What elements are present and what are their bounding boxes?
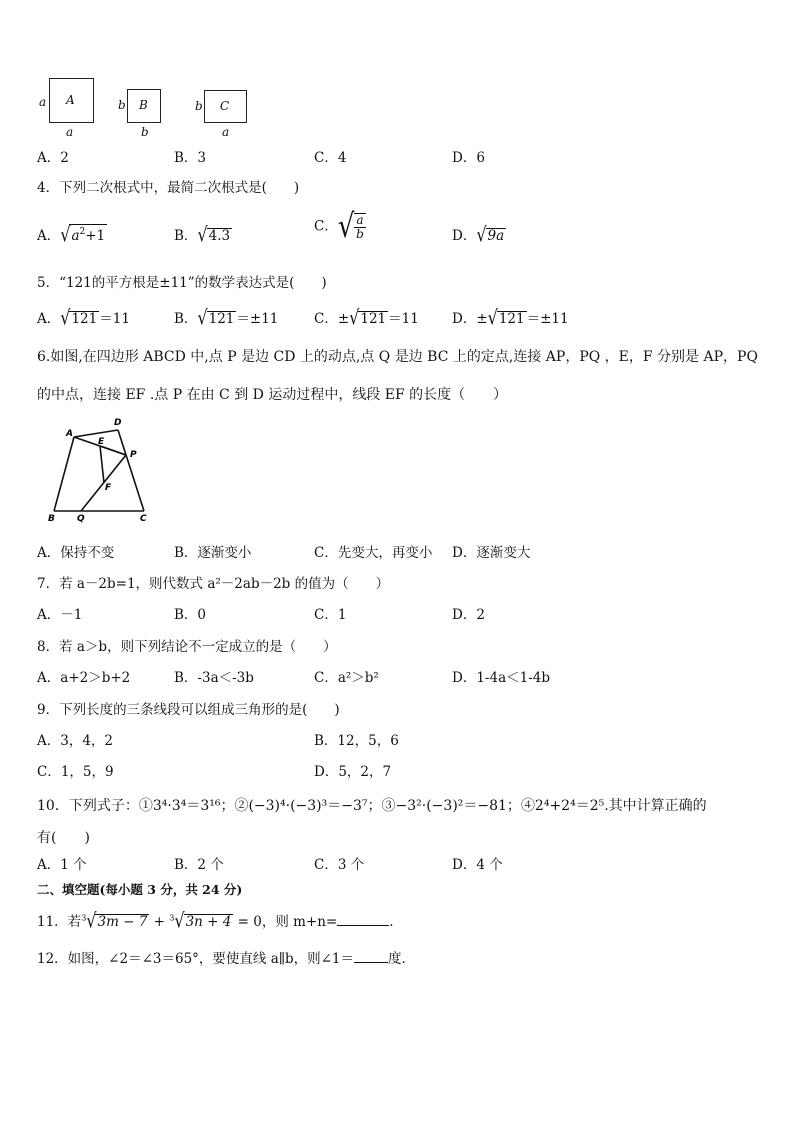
q10-option-c: C．3 个 xyxy=(314,857,365,873)
q4-c-prefix: C． xyxy=(314,218,338,235)
q4-c-num: a xyxy=(356,213,364,227)
q4-option-c: C．√ $\frac{a}{b}$ xyxy=(314,208,364,246)
q5-d-prefix: D．± xyxy=(452,311,488,327)
q8-option-a: A．a+2＞b+2 xyxy=(37,670,131,686)
q6-option-c: C．先变大，再变小 xyxy=(314,545,433,561)
q11-index-1: 3 xyxy=(81,913,87,923)
q5-a-rad: 121 xyxy=(71,311,98,327)
q8-stem: 8．若 a＞b，则下列结论不一定成立的是（ ） xyxy=(37,639,337,655)
q5-b-rad: 121 xyxy=(208,311,235,327)
q5-option-d: D．±√121 ＝±11 xyxy=(452,305,569,330)
q11-end: . xyxy=(389,914,394,930)
q4-b-prefix: B． xyxy=(174,228,198,244)
q5-c-prefix: C．± xyxy=(314,311,350,327)
q5-stem: 5．“121的平方根是±11”的数学表达式是( ) xyxy=(37,275,327,291)
q5-a-prefix: A． xyxy=(37,311,61,327)
q12-text: 12．如图，∠2＝∠3＝65°，要使直线 a∥b，则∠1＝ xyxy=(37,951,355,967)
q10-expr-3: ③−3²·(−3)²＝−81； xyxy=(381,798,521,814)
q5-option-b: B．√121 ＝±11 xyxy=(174,305,279,330)
rect-c-side-label: b xyxy=(195,99,203,113)
square-a-bottom-label: a xyxy=(66,125,74,139)
q10-suffix: .其中计算正确的 xyxy=(604,798,707,814)
q6-stem-line1: 6.如图,在四边形 ABCD 中,点 P 是边 CD 上的动点,点 Q 是边 BC 上的定点,连接 AP，PQ ，E，F 分别是 AP，PQ xyxy=(37,349,758,365)
edge-ab xyxy=(54,437,74,511)
q10-option-d: D．4 个 xyxy=(452,857,503,873)
q6-stem-line2: 的中点，连接 EF .点 P 在由 C 到 D 运动过程中，线段 EF 的长度（ ） xyxy=(37,387,508,403)
q9-stem: 9．下列长度的三条线段可以组成三角形的是( ) xyxy=(37,702,340,718)
rect-c-label: C xyxy=(220,99,230,113)
q5-c-tail: ＝11 xyxy=(388,311,419,327)
q10-stem-line1 xyxy=(37,795,707,815)
q10-option-b: B．2 个 xyxy=(174,857,224,873)
edge-ad xyxy=(74,430,118,437)
q3-option-d: D．6 xyxy=(452,150,485,166)
q12-end: 度. xyxy=(388,951,406,967)
label-a: A xyxy=(66,429,73,439)
q4-option-a: A．$√a^2+1$ xyxy=(37,222,106,247)
q5-c-rad: 121 xyxy=(360,311,387,327)
q10-option-a: A．1 个 xyxy=(37,857,87,873)
segment-ef xyxy=(100,446,104,483)
q4-a-sup: 2 xyxy=(79,227,86,237)
q8-option-b: B．-3a＜-3b xyxy=(174,670,254,686)
quadrilateral-figure xyxy=(40,412,160,524)
q4-b-rad: 4.3 xyxy=(208,228,231,244)
q10-expr-2: ②(−3)⁴·(−3)³＝−3⁷； xyxy=(234,798,382,814)
q3-option-b: B．3 xyxy=(174,150,207,166)
section-heading-fill-in: 二、填空题(每小题 3 分，共 24 分) xyxy=(37,882,243,897)
q6-option-a: A．保持不变 xyxy=(37,545,115,561)
q11-rad-2: 3n + 4 xyxy=(185,914,232,930)
q9-option-d: D．5，2，7 xyxy=(314,764,392,780)
q7-option-a: A．－1 xyxy=(37,607,83,623)
q6-option-b: B．逐渐变小 xyxy=(174,545,252,561)
q7-option-c: C．1 xyxy=(314,607,347,623)
q4-a-prefix: A． xyxy=(37,228,61,244)
rect-c-bottom-label: a xyxy=(222,125,230,139)
q3-option-c: C．4 xyxy=(314,150,347,166)
q11-stem: 11．若$^3$√3m − 7 + $^3$√3n + 4 = 0，则 m+n= . xyxy=(37,908,394,933)
q4-a-tail: +1 xyxy=(85,228,106,244)
square-a-side-label: a xyxy=(39,95,47,109)
q4-d-rad: 9a xyxy=(487,228,505,244)
square-a xyxy=(49,78,94,123)
q11-prefix: 11．若 xyxy=(37,914,82,930)
q9-option-a: A．3，4，2 xyxy=(37,733,114,749)
q5-d-rad: 121 xyxy=(498,311,525,327)
q5-option-a: A．√121 ＝11 xyxy=(37,305,130,330)
label-b: B xyxy=(48,514,55,524)
q8-option-c: C．a²＞b² xyxy=(314,670,379,686)
q7-option-b: B．0 xyxy=(174,607,207,623)
square-b-label: B xyxy=(139,98,148,112)
square-b-side-label: b xyxy=(118,98,126,112)
q8-option-d: D．1-4a＜1-4b xyxy=(452,670,550,686)
q12-stem xyxy=(37,947,406,967)
label-d: D xyxy=(114,418,122,428)
q11-answer-blank[interactable] xyxy=(337,925,389,926)
q10-stem-line2: 有( ) xyxy=(37,830,90,846)
q10-prefix: 10．下列式子： xyxy=(37,798,139,814)
q12-answer-blank[interactable] xyxy=(354,962,388,963)
label-p: P xyxy=(130,450,137,460)
square-b-bottom-label: b xyxy=(141,125,149,139)
q9-option-c: C．1，5，9 xyxy=(37,764,114,780)
rect-c xyxy=(204,90,247,123)
label-f: F xyxy=(105,483,112,493)
q5-d-tail: ＝±11 xyxy=(526,311,569,327)
q5-b-tail: ＝±11 xyxy=(236,311,279,327)
square-a-label: A xyxy=(66,93,75,107)
label-e: E xyxy=(98,437,105,447)
q9-option-b: B．12，5，6 xyxy=(314,733,399,749)
q3-option-a: A．2 xyxy=(37,150,69,166)
q5-a-tail: ＝11 xyxy=(99,311,130,327)
q4-option-b: B．√4.3 xyxy=(174,222,231,247)
edge-dc xyxy=(118,430,144,511)
q11-rad-1: 3m − 7 xyxy=(97,914,148,930)
q10-expr-1: ①3⁴·3⁴＝3¹⁶； xyxy=(138,798,235,814)
q7-option-d: D．2 xyxy=(452,607,485,623)
label-q: Q xyxy=(77,514,85,524)
q4-option-d: D．√9a xyxy=(452,222,505,247)
square-b xyxy=(127,89,161,123)
q7-stem: 7．若 a－2b=1，则代数式 a²－2ab－2b 的值为（ ） xyxy=(37,576,390,592)
q4-d-prefix: D． xyxy=(452,228,477,244)
label-c: C xyxy=(140,514,147,524)
q5-b-prefix: B． xyxy=(174,311,198,327)
q5-option-c: C．±√121 ＝11 xyxy=(314,305,419,330)
q4-c-den: b xyxy=(356,227,364,241)
q4-a-rad: a xyxy=(71,228,80,244)
q6-option-d: D．逐渐变大 xyxy=(452,545,531,561)
q11-plus: + xyxy=(149,914,170,930)
q10-expr-4: ④2⁴+2⁴＝2⁵ xyxy=(520,798,605,814)
q11-index-2: 3 xyxy=(169,913,175,923)
q11-tail: = 0，则 m+n= xyxy=(233,914,338,930)
q4-stem: 4．下列二次根式中，最简二次根式是( ) xyxy=(37,180,300,196)
